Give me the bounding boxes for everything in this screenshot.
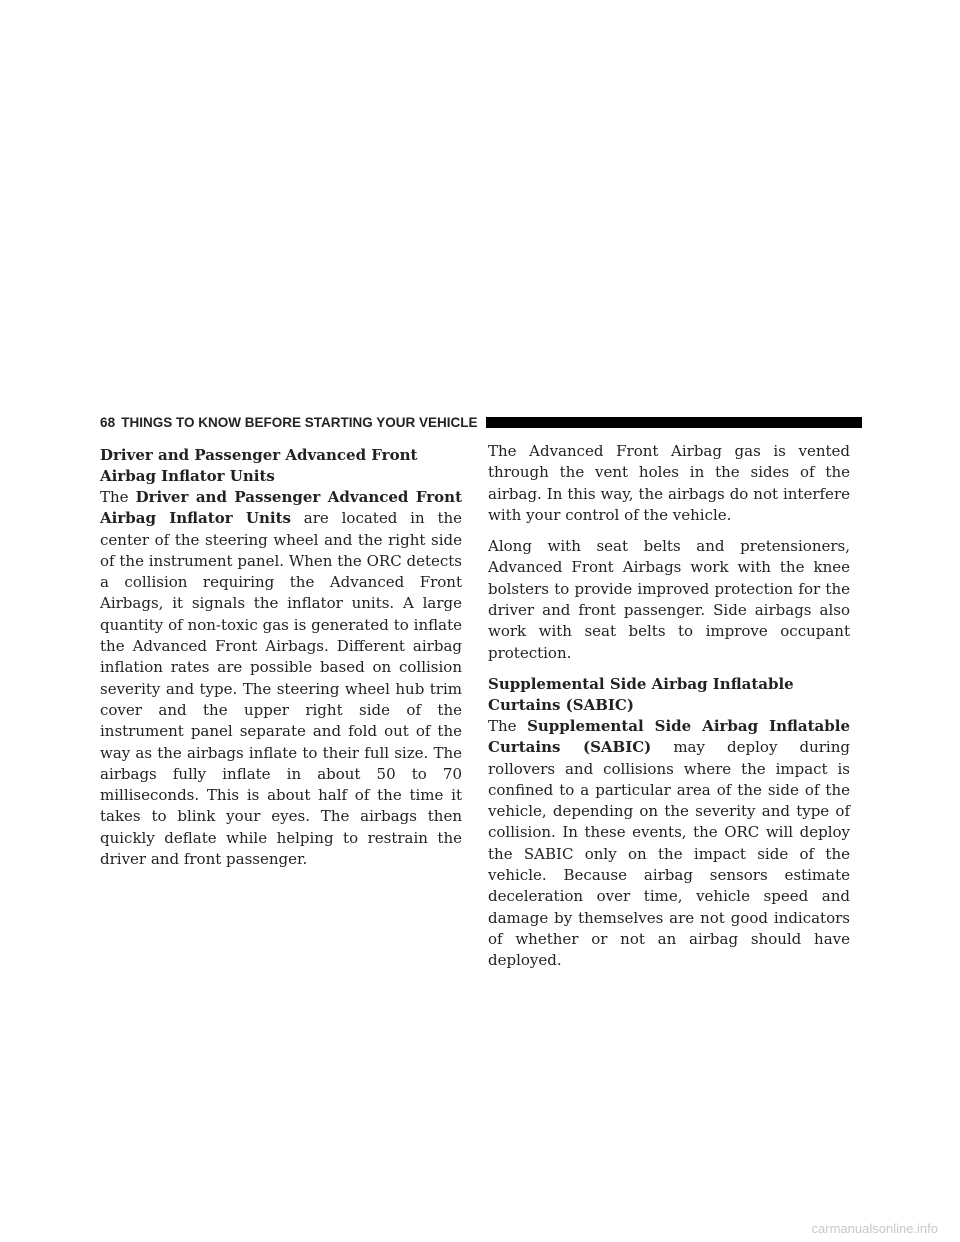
section-title: THINGS TO KNOW BEFORE STARTING YOUR VEHICLE bbox=[121, 414, 478, 430]
sabic-heading: Supplemental Side Airbag Inflatable Curtains (SABIC) bbox=[488, 674, 794, 714]
sabic-paragraph bbox=[488, 716, 850, 972]
seat-belts-paragraph: Along with seat belts and pretensioners, Advanced Front Airbags work with the knee bolsters to provide improved protection for the driver and front passenger. Side airbags also work with seat belts to improve occupant protection. bbox=[488, 537, 850, 662]
page-header bbox=[100, 414, 862, 430]
paragraph-body: may deploy during rollovers and collisions where the impact is confined to a particular area of the side of the vehicle, depending on the severity and type of collision. In these events, the ORC will deploy the SABIC only on the impact side of the vehicle. Because airbag sensors estimate deceleration over time, vehicle speed and damage by themselves are not good indicators of whether or not an airbag should have deployed. bbox=[488, 738, 850, 970]
gas-vent-paragraph: The Advanced Front Airbag gas is vented through the vent holes in the sides of the airbag. In this way, the airbags do not interfere with your control of the vehicle. bbox=[488, 442, 850, 524]
paragraph-lead: The bbox=[488, 716, 528, 735]
page-number: 68 bbox=[100, 414, 116, 430]
right-column bbox=[488, 441, 850, 982]
paragraph-bold-term: Driver and Passenger Advanced Front Airbag Inflator Units bbox=[100, 488, 463, 528]
paragraph-body: are located in the center of the steering wheel and the right side of the instrument panel. When the ORC detects a collision requiring the Advanced Front Airbags, it signals the inflator units. A large quantity of non-toxic gas is generated to inflate the Advanced Front Airbags. Different airbag inflation rates are possible based on collision severity and type. The steering wheel hub trim cover and the upper right side of the instrument panel separate and fold out of the way as the airbags inflate to their full size. The airbags fully inflate in about 50 to 70 milliseconds. This is about half of the time it takes to blink your eyes. The airbags then quickly deflate while helping to restrain the driver and front passenger. bbox=[100, 509, 463, 869]
inflator-units-paragraph bbox=[100, 487, 462, 870]
paragraph-bold-term: Supplemental Side Airbag Inflatable Curtains (SABIC) bbox=[488, 716, 851, 757]
inflator-units-heading: Driver and Passenger Advanced Front Airbag Inflator Units bbox=[100, 446, 418, 485]
left-column bbox=[100, 445, 462, 880]
paragraph-lead: The bbox=[100, 488, 136, 506]
header-rule bbox=[486, 417, 863, 428]
watermark-text: carmanualsonline.info bbox=[811, 1221, 938, 1236]
